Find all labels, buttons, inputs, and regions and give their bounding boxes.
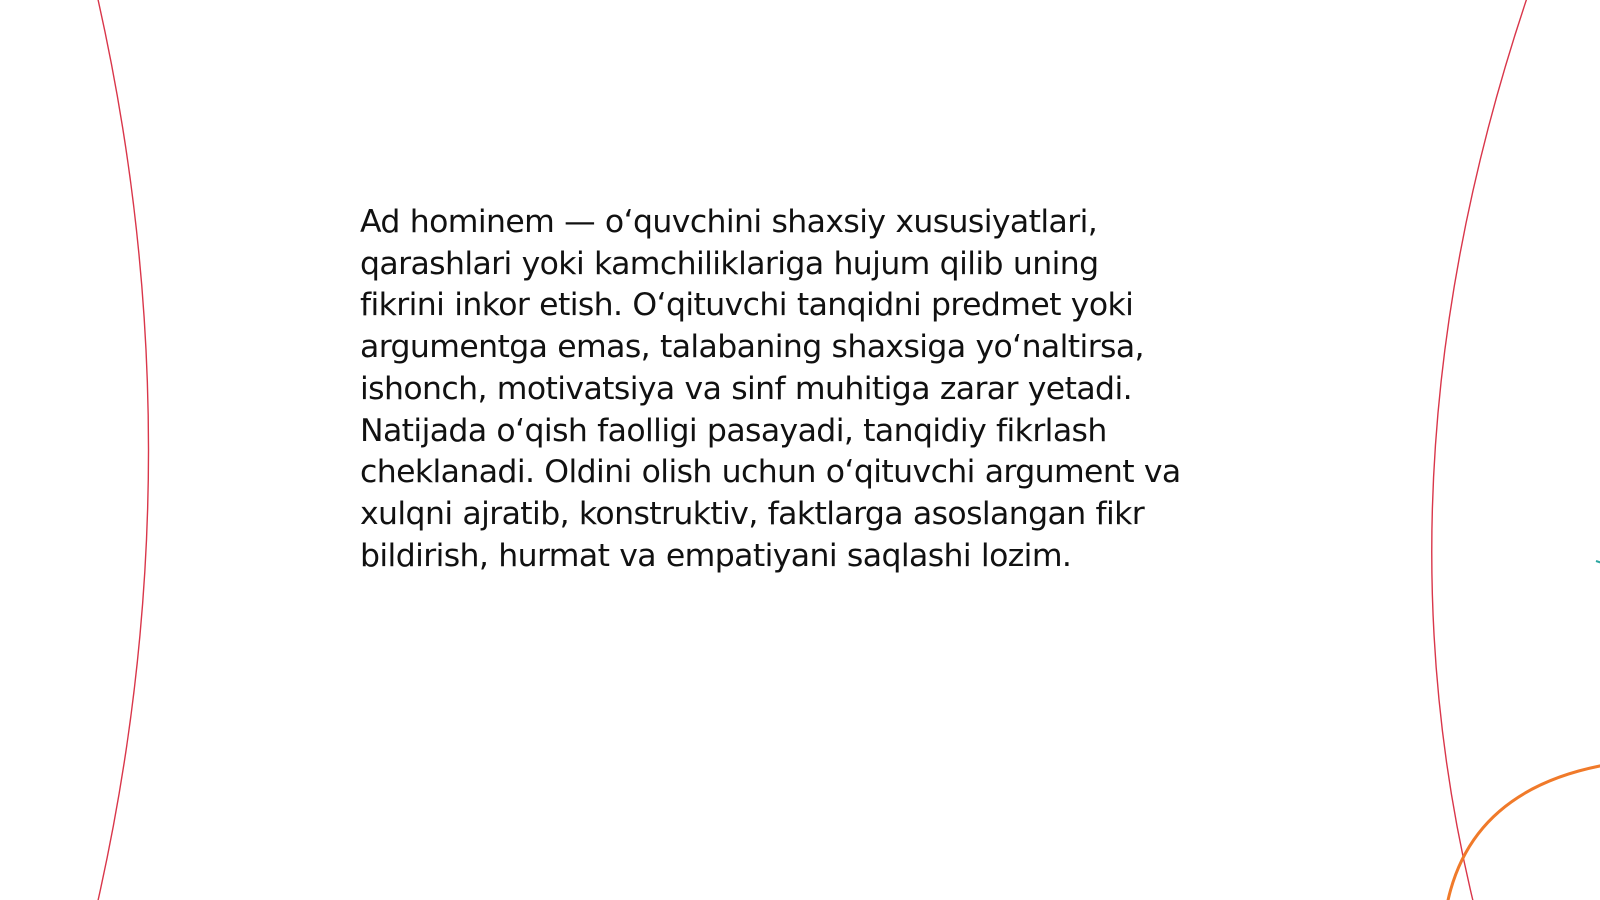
body-line: bildirish, hurmat va empatiyani saqlashi lozim.	[360, 537, 1072, 574]
body-line: Natijada o‘qish faolligi pasayadi, tanqidiy fikrlash	[360, 412, 1107, 449]
body-line: Ad hominem — o‘quvchini shaxsiy xususiyatlari,	[360, 204, 1098, 240]
left-curve-decoration	[97, 0, 149, 900]
body-line: cheklanadi. Oldini olish uchun o‘qituvchi argument va	[360, 454, 1181, 491]
slide-body-text	[360, 202, 1240, 577]
teal-mark-decoration	[1596, 561, 1600, 563]
body-line: argumentga emas, talabaning shaxsiga yo‘naltirsa,	[360, 329, 1144, 366]
body-line: xulqni ajratib, konstruktiv, faktlarga asoslangan fikr	[360, 495, 1145, 532]
body-line: ishonch, motivatsiya va sinf muhitiga zarar yetadi.	[360, 370, 1133, 407]
body-line: fikrini inkor etish. O‘qituvchi tanqidni predmet yoki	[360, 287, 1134, 324]
body-line: qarashlari yoki kamchiliklariga hujum qilib uning	[360, 245, 1099, 282]
right-curve-decoration	[1432, 0, 1528, 900]
orange-arc-decoration	[1447, 765, 1600, 900]
